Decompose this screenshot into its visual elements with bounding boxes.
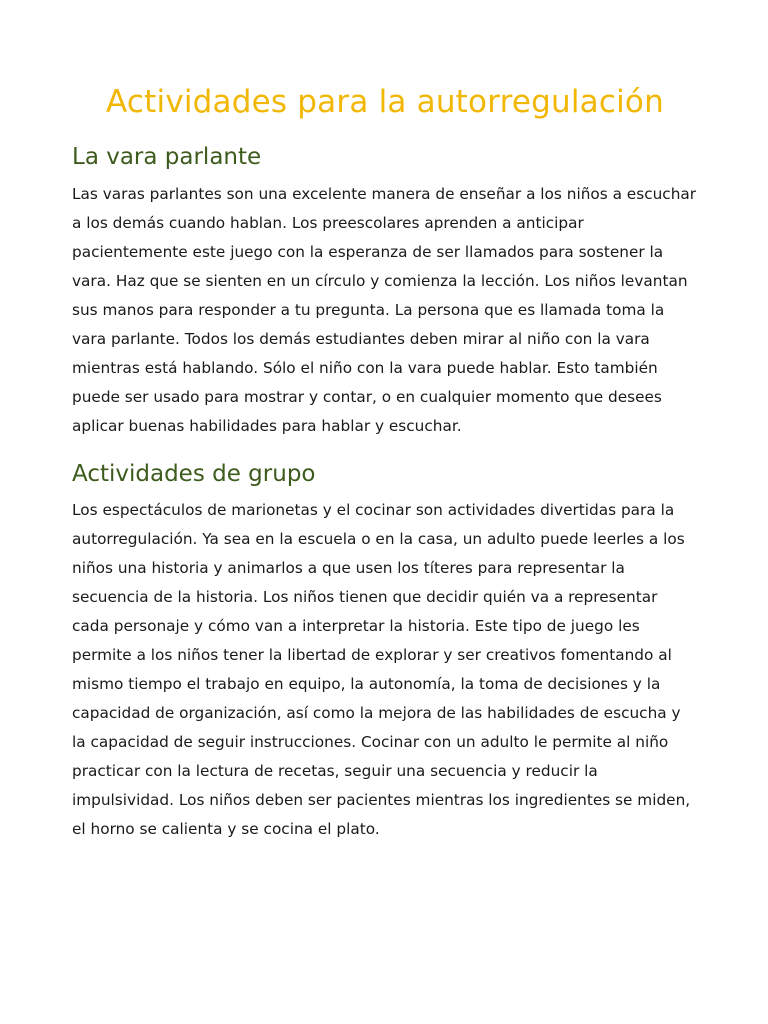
document-title: Actividades para la autorregulación [106,84,664,120]
section-heading: Actividades de grupo [72,461,316,487]
section-paragraph: Los espectáculos de marionetas y el cocinar son actividades divertidas para la autorregulación. Ya sea en la escuela o en la casa, un adulto puede leerles a los niños una historia y animarlos a que usen los títeres para representar la secuencia de la historia. Los niños tienen que decidir quién va a representar cada personaje y cómo van a interpretar la historia. Este tipo de juego les permite a los niños tener la libertad de explorar y ser creativos fomentando al mismo tiempo el trabajo en equipo, la autonomía, la toma de decisiones y la capacidad de organización, así como la mejora de las habilidades de escucha y la capacidad de seguir instrucciones. Cocinar con un adulto le permite al niño practicar con la lectura de recetas, seguir una secuencia y reducir la impulsividad. Los niños deben ser pacientes mientras los ingredientes se miden, el horno se calienta y se cocina el plato. [72,501,691,838]
section-vara-parlante [72,142,698,441]
section-paragraph: Las varas parlantes son una excelente manera de enseñar a los niños a escuchar a los demás cuando hablan. Los preescolares aprenden a anticipar pacientemente este juego con la esperanza de ser llamados para sostener la vara. Haz que se sienten en un círculo y comienza la lección. Los niños levantan sus manos para responder a tu pregunta. La persona que es llamada toma la vara parlante. Todos los demás estudiantes deben mirar al niño con la vara mientras está hablando. Sólo el niño con la vara puede hablar. Esto también puede ser usado para mostrar y contar, o en cualquier momento que desees aplicar buenas habilidades para hablar y escuchar. [72,185,697,435]
section-heading: La vara parlante [72,144,262,170]
section-actividades-de-grupo [72,459,698,844]
